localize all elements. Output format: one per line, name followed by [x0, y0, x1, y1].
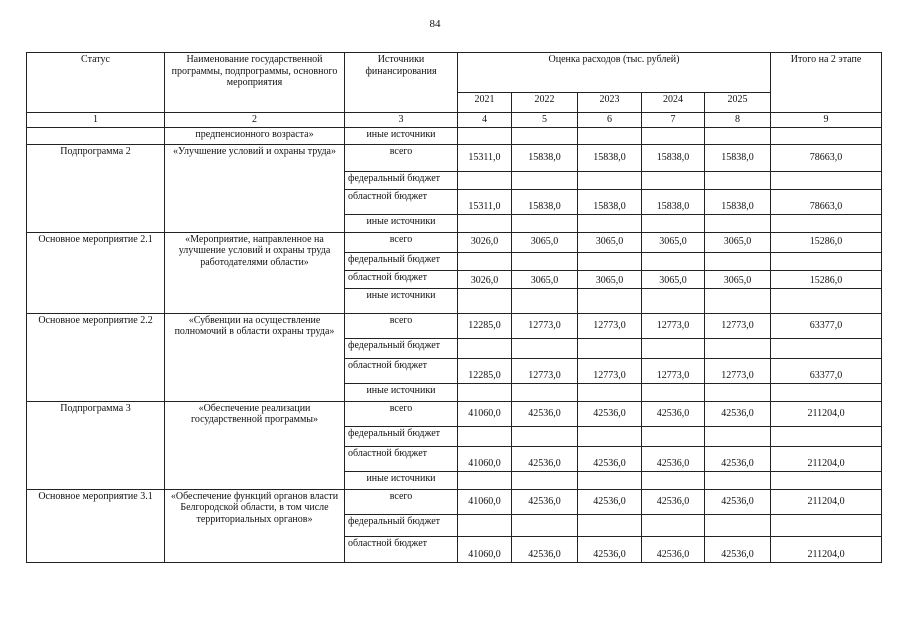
value-cell: 15838,0 — [705, 144, 771, 171]
value-cell: 15838,0 — [578, 189, 642, 214]
year-header: 2025 — [705, 93, 771, 113]
value-cell: 12773,0 — [642, 313, 705, 338]
value-cell: 3065,0 — [578, 232, 642, 252]
value-cell: 42536,0 — [512, 401, 578, 426]
year-header: 2023 — [578, 93, 642, 113]
source-cell: всего — [345, 144, 458, 171]
value-cell — [578, 127, 642, 144]
page-number: 84 — [429, 18, 441, 30]
value-cell — [578, 338, 642, 358]
value-cell — [642, 426, 705, 446]
name-cell: «Субвенции на осуществление полномочий в области охраны труда» — [165, 313, 345, 401]
value-cell: 41060,0 — [458, 446, 512, 471]
source-cell: областной бюджет — [345, 446, 458, 471]
budget-table — [26, 52, 882, 563]
value-cell — [578, 426, 642, 446]
value-cell: 41060,0 — [458, 489, 512, 514]
value-cell — [578, 514, 642, 536]
value-cell: 15838,0 — [642, 144, 705, 171]
value-cell: 3026,0 — [458, 270, 512, 288]
total-cell — [771, 383, 882, 401]
value-cell — [642, 338, 705, 358]
source-cell: иные источники — [345, 127, 458, 144]
value-cell — [458, 171, 512, 189]
source-cell: федеральный бюджет — [345, 514, 458, 536]
source-cell: областной бюджет — [345, 536, 458, 562]
value-cell — [512, 383, 578, 401]
name-cell: «Улучшение условий и охраны труда» — [165, 144, 345, 232]
total-cell — [771, 171, 882, 189]
column-number: 4 — [458, 113, 512, 128]
value-cell: 3065,0 — [578, 270, 642, 288]
value-cell: 12773,0 — [578, 313, 642, 338]
source-cell: федеральный бюджет — [345, 252, 458, 270]
source-cell: иные источники — [345, 288, 458, 313]
value-cell — [705, 471, 771, 489]
total-cell — [771, 127, 882, 144]
value-cell: 42536,0 — [578, 446, 642, 471]
table-body — [27, 127, 882, 562]
value-cell — [705, 426, 771, 446]
value-cell: 12773,0 — [642, 358, 705, 383]
value-cell — [458, 426, 512, 446]
header-total: Итого на 2 этапе — [771, 53, 882, 113]
value-cell: 42536,0 — [642, 489, 705, 514]
value-cell: 42536,0 — [512, 446, 578, 471]
source-cell: всего — [345, 489, 458, 514]
value-cell: 3065,0 — [642, 232, 705, 252]
value-cell — [578, 171, 642, 189]
value-cell: 42536,0 — [642, 446, 705, 471]
value-cell — [458, 288, 512, 313]
value-cell: 12773,0 — [512, 358, 578, 383]
source-cell: иные источники — [345, 471, 458, 489]
table-row — [27, 401, 882, 426]
value-cell — [512, 171, 578, 189]
column-number: 1 — [27, 113, 165, 128]
value-cell: 42536,0 — [642, 401, 705, 426]
value-cell: 42536,0 — [578, 489, 642, 514]
value-cell — [458, 383, 512, 401]
column-number: 9 — [771, 113, 882, 128]
total-cell: 211204,0 — [771, 401, 882, 426]
value-cell — [458, 514, 512, 536]
value-cell — [642, 171, 705, 189]
value-cell: 15838,0 — [512, 189, 578, 214]
source-cell: областной бюджет — [345, 358, 458, 383]
value-cell — [458, 471, 512, 489]
value-cell — [578, 471, 642, 489]
column-number: 3 — [345, 113, 458, 128]
total-cell — [771, 426, 882, 446]
source-cell: федеральный бюджет — [345, 426, 458, 446]
value-cell: 42536,0 — [705, 401, 771, 426]
name-cell: «Обеспечение функций органов власти Белгородской области, в том числе территориальных органов» — [165, 489, 345, 562]
value-cell — [512, 288, 578, 313]
value-cell: 15838,0 — [642, 189, 705, 214]
value-cell: 3026,0 — [458, 232, 512, 252]
total-cell: 78663,0 — [771, 144, 882, 171]
value-cell — [642, 127, 705, 144]
total-cell — [771, 514, 882, 536]
value-cell — [578, 383, 642, 401]
value-cell: 12285,0 — [458, 313, 512, 338]
value-cell: 12773,0 — [578, 358, 642, 383]
value-cell — [642, 214, 705, 232]
source-cell: всего — [345, 401, 458, 426]
source-cell: всего — [345, 313, 458, 338]
header-name: Наименование государственной программы, подпрограммы, основного мероприятия — [165, 53, 345, 113]
value-cell: 15311,0 — [458, 189, 512, 214]
value-cell: 15311,0 — [458, 144, 512, 171]
value-cell: 42536,0 — [512, 489, 578, 514]
value-cell — [705, 252, 771, 270]
value-cell: 12773,0 — [705, 313, 771, 338]
value-cell — [642, 288, 705, 313]
value-cell — [642, 471, 705, 489]
source-cell: иные источники — [345, 383, 458, 401]
value-cell — [578, 288, 642, 313]
total-cell — [771, 214, 882, 232]
value-cell — [458, 338, 512, 358]
value-cell — [512, 338, 578, 358]
status-cell: Основное мероприятие 2.1 — [27, 232, 165, 313]
source-cell: иные источники — [345, 214, 458, 232]
year-header: 2021 — [458, 93, 512, 113]
source-cell: областной бюджет — [345, 189, 458, 214]
value-cell: 41060,0 — [458, 536, 512, 562]
value-cell: 15838,0 — [705, 189, 771, 214]
value-cell — [642, 383, 705, 401]
value-cell — [705, 338, 771, 358]
value-cell: 41060,0 — [458, 401, 512, 426]
status-cell: Основное мероприятие 2.2 — [27, 313, 165, 401]
value-cell — [705, 214, 771, 232]
value-cell: 3065,0 — [642, 270, 705, 288]
value-cell — [578, 252, 642, 270]
value-cell — [458, 127, 512, 144]
total-cell — [771, 471, 882, 489]
total-cell — [771, 338, 882, 358]
total-cell: 211204,0 — [771, 446, 882, 471]
total-cell: 63377,0 — [771, 313, 882, 338]
table-row — [27, 313, 882, 338]
value-cell: 42536,0 — [705, 536, 771, 562]
name-cell: «Обеспечение реализации государственной программы» — [165, 401, 345, 489]
total-cell: 63377,0 — [771, 358, 882, 383]
value-cell — [458, 214, 512, 232]
value-cell — [512, 252, 578, 270]
table-row — [27, 144, 882, 171]
value-cell: 42536,0 — [578, 536, 642, 562]
total-cell: 211204,0 — [771, 536, 882, 562]
total-cell — [771, 252, 882, 270]
total-cell: 78663,0 — [771, 189, 882, 214]
status-cell — [27, 127, 165, 144]
value-cell — [705, 288, 771, 313]
value-cell — [512, 127, 578, 144]
value-cell — [642, 514, 705, 536]
value-cell — [512, 471, 578, 489]
source-cell: областной бюджет — [345, 270, 458, 288]
value-cell — [705, 383, 771, 401]
value-cell — [578, 214, 642, 232]
total-cell: 15286,0 — [771, 232, 882, 252]
column-number: 8 — [705, 113, 771, 128]
value-cell — [512, 214, 578, 232]
year-header: 2022 — [512, 93, 578, 113]
table-row — [27, 232, 882, 252]
value-cell: 3065,0 — [512, 232, 578, 252]
table-row — [27, 489, 882, 514]
value-cell — [512, 514, 578, 536]
name-cell: «Мероприятие, направленное на улучшение условий и охраны труда работодателями области» — [165, 232, 345, 313]
value-cell: 42536,0 — [705, 446, 771, 471]
source-cell: всего — [345, 232, 458, 252]
value-cell: 12773,0 — [705, 358, 771, 383]
header-status: Статус — [27, 53, 165, 113]
column-number: 2 — [165, 113, 345, 128]
status-cell: Подпрограмма 3 — [27, 401, 165, 489]
value-cell: 15838,0 — [578, 144, 642, 171]
total-cell: 15286,0 — [771, 270, 882, 288]
value-cell: 42536,0 — [578, 401, 642, 426]
value-cell: 3065,0 — [705, 232, 771, 252]
value-cell — [705, 514, 771, 536]
name-cell: предпенсионного возраста» — [165, 127, 345, 144]
header-estimate: Оценка расходов (тыс. рублей) — [458, 53, 771, 93]
status-cell: Подпрограмма 2 — [27, 144, 165, 232]
value-cell — [705, 171, 771, 189]
source-cell: федеральный бюджет — [345, 171, 458, 189]
table-row — [27, 127, 882, 144]
value-cell: 3065,0 — [512, 270, 578, 288]
value-cell: 12773,0 — [512, 313, 578, 338]
value-cell: 42536,0 — [642, 536, 705, 562]
column-number: 7 — [642, 113, 705, 128]
value-cell — [642, 252, 705, 270]
total-cell: 211204,0 — [771, 489, 882, 514]
total-cell — [771, 288, 882, 313]
value-cell: 3065,0 — [705, 270, 771, 288]
column-number: 5 — [512, 113, 578, 128]
value-cell — [458, 252, 512, 270]
value-cell: 12285,0 — [458, 358, 512, 383]
source-cell: федеральный бюджет — [345, 338, 458, 358]
value-cell: 15838,0 — [512, 144, 578, 171]
year-header: 2024 — [642, 93, 705, 113]
column-number: 6 — [578, 113, 642, 128]
status-cell: Основное мероприятие 3.1 — [27, 489, 165, 562]
header-sources: Источники финансирования — [345, 53, 458, 113]
value-cell — [705, 127, 771, 144]
value-cell — [512, 426, 578, 446]
value-cell: 42536,0 — [705, 489, 771, 514]
value-cell: 42536,0 — [512, 536, 578, 562]
